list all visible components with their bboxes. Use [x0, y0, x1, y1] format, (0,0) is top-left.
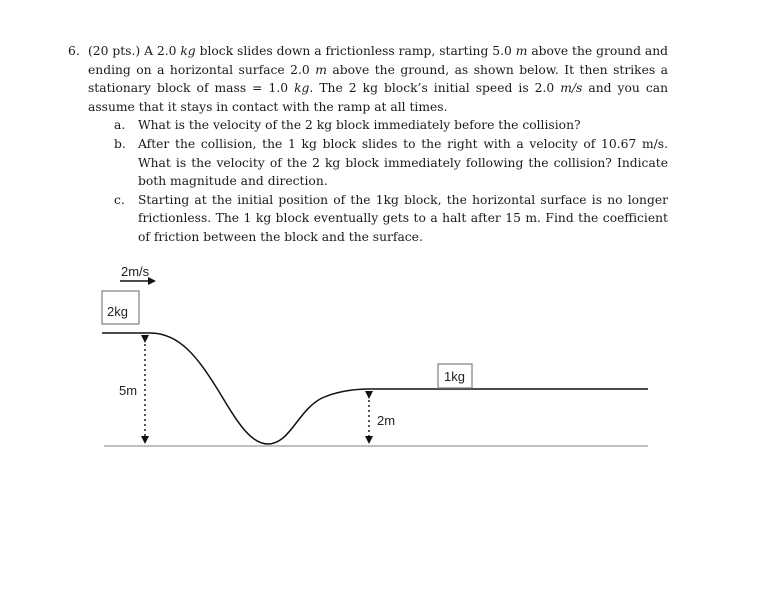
unit-text: kg: [294, 81, 310, 96]
unit-text: m: [515, 44, 528, 58]
height-2m-label: 2m: [377, 413, 396, 428]
ramp-surface: [102, 333, 648, 444]
statement-text: . The 2 kg block’s initial speed is 2.0: [309, 81, 561, 96]
unit-text: m/s: [560, 81, 583, 96]
problem-number: 6.: [68, 44, 80, 58]
part-letter: c.: [114, 192, 125, 207]
part-text: What is the velocity of the 2 kg block immediately before the collision?: [138, 118, 581, 133]
velocity-label: 2m/s: [121, 264, 150, 279]
height-5m-label: 5m: [119, 383, 138, 398]
statement-text: above the ground, as shown below. It then strikes a stationary block of mass = 1.0: [88, 62, 668, 96]
statement-text: above the ground and ending on a horizontal surface 2.0: [88, 44, 669, 77]
part-letter: a.: [114, 118, 126, 133]
part-text: Starting at the initial position of the 1kg block, the horizontal surface is no longer frictionless. The 1 kg block eventually gets to a halt after 15 m. Find the coefficient of friction between the block and the surface.: [138, 192, 668, 244]
block-2kg-label: 2kg: [107, 304, 128, 319]
unit-text: kg: [180, 44, 196, 58]
statement-text: block slides down a frictionless ramp, starting 5.0: [195, 44, 516, 58]
statement-text: (20 pts.) A 2.0: [88, 44, 181, 58]
block-1kg-label: 1kg: [444, 369, 465, 384]
statement-text: and you can assume that it stays in contact with the ramp at all times.: [88, 81, 668, 114]
part-text: After the collision, the 1 kg block slides to the right with a velocity of 10.67 m/s. What is the velocity of the 2 kg block immediately following the collision? Indicate both magnitude and direction.: [138, 136, 668, 189]
part-letter: b.: [114, 136, 126, 151]
unit-text: m: [315, 62, 327, 77]
